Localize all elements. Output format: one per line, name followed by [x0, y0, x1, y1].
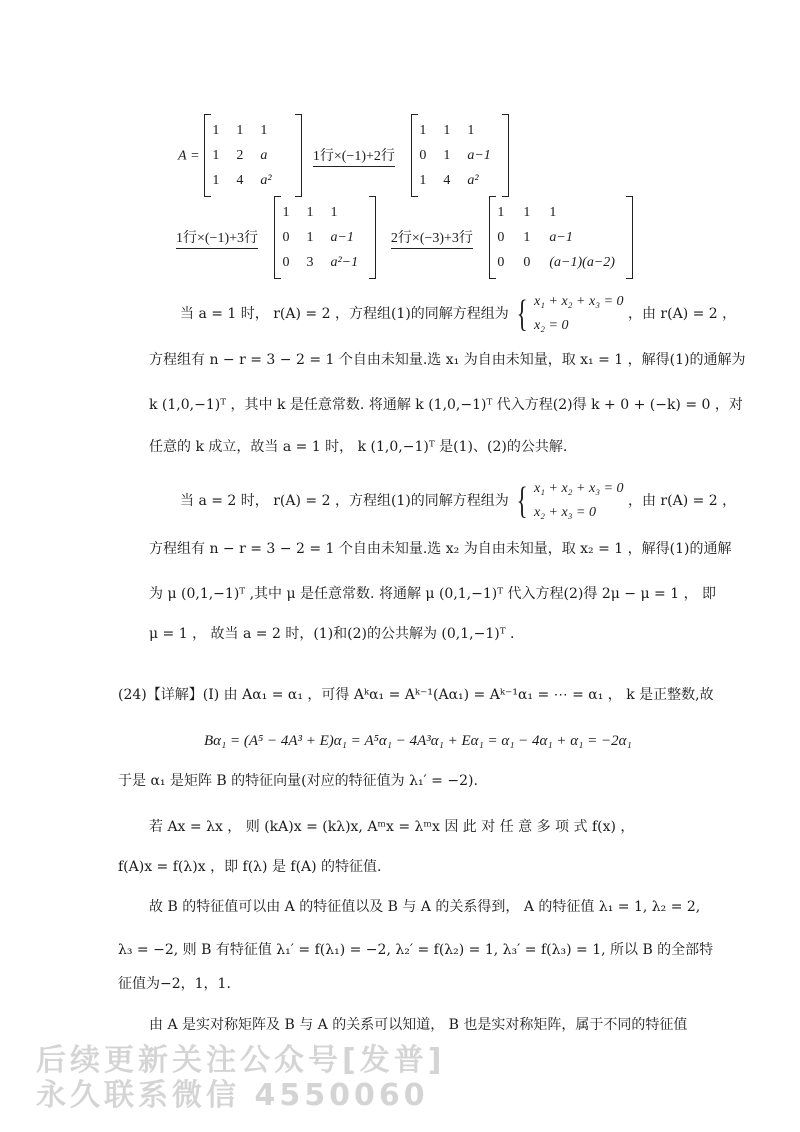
- row-operation-3: 2行×(−3)+3行: [391, 230, 473, 249]
- q24-line-5: f(A)x = f(λ)x ，即 f(λ) 是 f(A) 的特征值.: [118, 859, 382, 875]
- q24-line-6: 故 B 的特征值可以由 A 的特征值以及 B 与 A 的关系得到， A 的特征值 λ₁ = 1, λ₂ = 2,: [149, 899, 701, 915]
- case1-system: x₁ + x₂ + x₃ = 0 x₂ = 0: [533, 294, 624, 333]
- matrix-step-1: 1 1 1 0 1 a−1 1 4 a²: [419, 118, 501, 193]
- case1-para-2: 方程组有 n − r = 3 − 2 = 1 个自由未知量.选 x₁ 为自由未知量，取 x₁ = 1 ，解得(1)的通解为: [149, 352, 746, 368]
- matrix-equation-row-1: A = 1 1 1 1 2 a 1 4 a² 1行×(−1)+2行 1 1 1 0 1 a−1 1 4 a²: [178, 118, 501, 193]
- case2-para-3: 为 μ (0,1,−1)ᵀ ,其中 μ 是任意常数. 将通解 μ (0,1,−1)ᵀ 代入方程(2)得 2μ − μ = 1 ， 即: [149, 586, 717, 602]
- q24-line-1: (24)【详解】(I) 由 Aα₁ = α₁ ，可得 Aᵏα₁ = Aᵏ⁻¹(Aα₁) = Aᵏ⁻¹α₁ = ⋯ = α₁ ， k 是正整数,故: [118, 687, 714, 703]
- case2-para-4: μ = 1 ， 故当 a = 2 时，(1)和(2)的公共解为 (0,1,−1)ᵀ .: [149, 626, 515, 642]
- q24-line-2: Bα₁ = (A⁵ − 4A³ + E)α₁ = A⁵α₁ − 4A³α₁ + Eα₁ = α₁ − 4α₁ + α₁ = −2α₁: [204, 733, 632, 749]
- matrix-step-2: 1 1 1 0 1 a−1 0 3 a²−1: [282, 200, 368, 275]
- case1-lead: 当 a = 1 时， r(A) = 2 ，方程组(1)的同解方程组为 { x₁ + x₂ + x₃ = 0 x₂ = 0 ，由 r(A) = 2 ，: [180, 290, 736, 338]
- case1-para-3: k (1,0,−1)ᵀ ，其中 k 是任意常数. 将通解 k (1,0,−1)ᵀ 代入方程(2)得 k + 0 + (−k) = 0 ，对: [149, 397, 743, 413]
- q24-line-4: 若 Ax = λx ， 则 (kA)x = (kλ)x, Aᵐx = λᵐx 因 此 对 任 意 多 项 式 f(x) ，: [149, 819, 635, 835]
- row-operation-1: 1行×(−1)+2行: [313, 148, 395, 167]
- q24-line-3: 于是 α₁ 是矩阵 B 的特征向量(对应的特征值为 λ₁′ = −2).: [118, 773, 478, 789]
- q24-line-9: 由 A 是实对称矩阵及 B 与 A 的关系可以知道， B 也是实对称矩阵，属于不同的特征值: [149, 1017, 688, 1033]
- q24-line-8: 征值为−2，1，1.: [118, 976, 231, 992]
- q24-line-7: λ₃ = −2, 则 B 有特征值 λ₁′ = f(λ₁) = −2, λ₂′ = f(λ₂) = 1, λ₃′ = f(λ₃) = 1, 所以 B 的全部特: [118, 942, 714, 958]
- matrix-equation-row-2: [168, 200, 625, 275]
- case2-para-2: 方程组有 n − r = 3 − 2 = 1 个自由未知量.选 x₂ 为自由未知量，取 x₂ = 1 ，解得(1)的通解: [149, 541, 732, 557]
- watermark-line-2: 永久联系微信 4550060: [36, 1078, 429, 1113]
- matrix-a-label: A: [178, 148, 187, 164]
- watermark-line-1: 后续更新关注公众号[发普]: [36, 1043, 446, 1078]
- case1-para-4: 任意的 k 成立，故当 a = 1 时， k (1,0,−1)ᵀ 是(1)、(2)的公共解.: [149, 439, 568, 455]
- matrix-step-3: 1 1 1 0 1 a−1 0 0 (a−1)(a−2): [497, 200, 625, 275]
- row-operation-2: 1行×(−1)+3行: [176, 230, 258, 249]
- case2-system: x₁ + x₂ + x₃ = 0 x₂ + x₃ = 0: [533, 481, 624, 520]
- matrix-initial: 1 1 1 1 2 a 1 4 a²: [212, 118, 294, 193]
- case2-lead: 当 a = 2 时， r(A) = 2 ，方程组(1)的同解方程组为 { x₁ + x₂ + x₃ = 0 x₂ + x₃ = 0 ，由 r(A) = 2 ，: [180, 477, 736, 525]
